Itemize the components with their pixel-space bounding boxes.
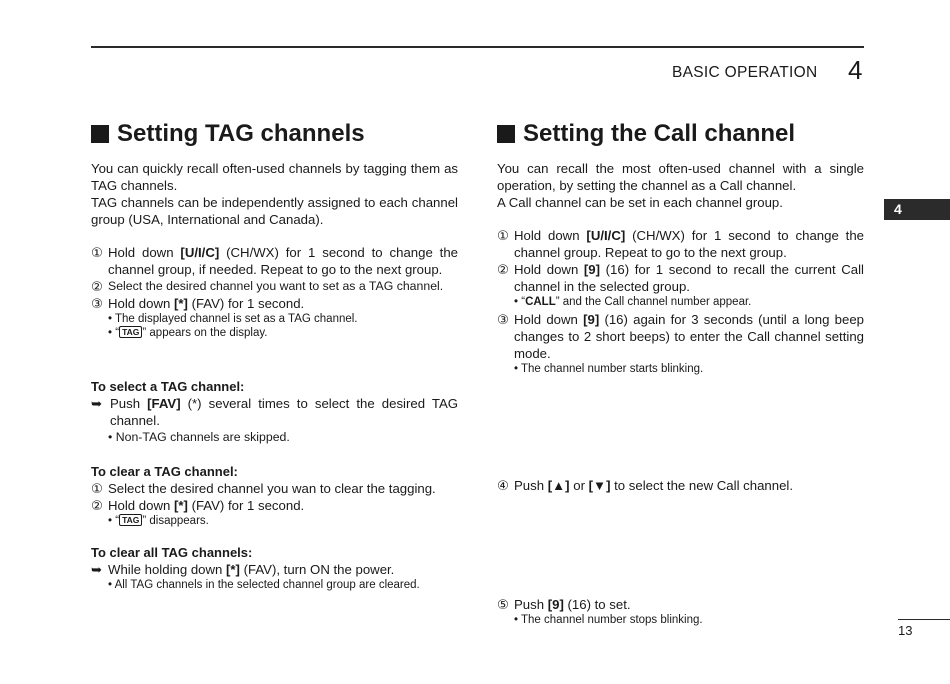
tag-steps — [91, 244, 458, 340]
select-tag-step: ➥ Push [FAV] (*) several times to select the desired TAG channel. — [91, 396, 458, 428]
clear-all-tag-note: • All TAG channels in the selected channel group are cleared. — [108, 579, 420, 591]
call-step-3-note: • The channel number starts blinking. — [514, 363, 704, 375]
clear-all-tag-block — [91, 544, 458, 592]
call-intro-1: You can recall the most often-used channel with a single operation, by setting the channel as a Call channel. — [497, 161, 864, 193]
call-section-title: Setting the Call channel — [523, 120, 796, 147]
clear-all-tag-step: ➥ While holding down [*] (FAV), turn ON the power. — [91, 562, 395, 577]
arrow-icon: ➥ — [91, 396, 103, 411]
clear-tag-heading: To clear a TAG channel: — [91, 464, 238, 479]
clear-tag-note: • “ TAG ” disappears. — [108, 515, 209, 527]
heading-square-icon — [91, 125, 109, 143]
arrow-icon: ➥ — [91, 562, 103, 577]
call-step-5: ⑤ Push [9] (16) to set. — [497, 597, 631, 612]
call-step-2-note: • “CALL” and the Call channel number appear. — [514, 296, 752, 308]
right-column — [497, 120, 864, 626]
select-tag-heading: To select a TAG channel: — [91, 379, 245, 394]
section-title: BASIC OPERATION — [672, 64, 818, 81]
call-step-1: ① Hold down [U/I/C] (CH/WX) for 1 second to change the channel group. Repeat to go to the next group. — [497, 228, 864, 260]
tag-intro-1: You can quickly recall often-used channels by tagging them as TAG channels. — [91, 161, 458, 193]
call-step-5-block — [497, 596, 864, 627]
clear-all-tag-heading: To clear all TAG channels: — [91, 545, 253, 560]
tag-step-3-note-1: • The displayed channel is set as a TAG channel. — [108, 313, 358, 325]
select-tag-note: • Non-TAG channels are skipped. — [108, 430, 290, 444]
tag-indicator-icon: TAG — [119, 514, 142, 526]
tag-step-1: ① Hold down [U/I/C] (CH/WX) for 1 second to change the channel group, if needed. Repeat to go to the next group. — [91, 245, 458, 277]
page-number: 13 — [898, 623, 913, 638]
call-steps — [497, 227, 864, 376]
tag-intro-2: TAG channels can be independently assigned to each channel group (USA, International and Canada). — [91, 195, 458, 227]
tag-indicator-icon: TAG — [119, 326, 142, 338]
header-rule — [91, 46, 864, 48]
call-section-heading — [497, 120, 864, 148]
call-intro-2: A Call channel can be set in each channel group. — [497, 195, 783, 210]
tag-step-3-note-2: • “ TAG ” appears on the display. — [108, 327, 268, 339]
call-step-4: ④ Push [▲] or [▼] to select the new Call channel. — [497, 478, 794, 493]
clear-tag-block — [91, 463, 458, 528]
chapter-tab: 4 — [884, 199, 950, 220]
tag-section-title: Setting TAG channels — [117, 120, 365, 147]
heading-square-icon — [497, 125, 515, 143]
clear-tag-step-2: ② Hold down [*] (FAV) for 1 second. — [91, 498, 305, 513]
section-number: 4 — [848, 55, 863, 85]
select-tag-block — [91, 378, 458, 445]
page-number-rule — [898, 619, 950, 620]
left-column — [91, 120, 458, 592]
tag-step-3: ③ Hold down [*] (FAV) for 1 second. — [91, 296, 305, 311]
tag-step-2: ② Select the desired channel you want to set as a TAG channel. — [91, 279, 444, 294]
tag-section-heading — [91, 120, 458, 148]
call-step-5-note: • The channel number stops blinking. — [514, 614, 703, 626]
call-step-2: ② Hold down [9] (16) for 1 second to recall the current Call channel in the selected group. — [497, 262, 864, 294]
clear-tag-step-1: ① Select the desired channel you wan to clear the tagging. — [91, 481, 436, 496]
call-step-3: ③ Hold down [9] (16) again for 3 seconds (until a long beep changes to 2 short beeps) to enter the Call channel setting mode. — [497, 312, 864, 361]
